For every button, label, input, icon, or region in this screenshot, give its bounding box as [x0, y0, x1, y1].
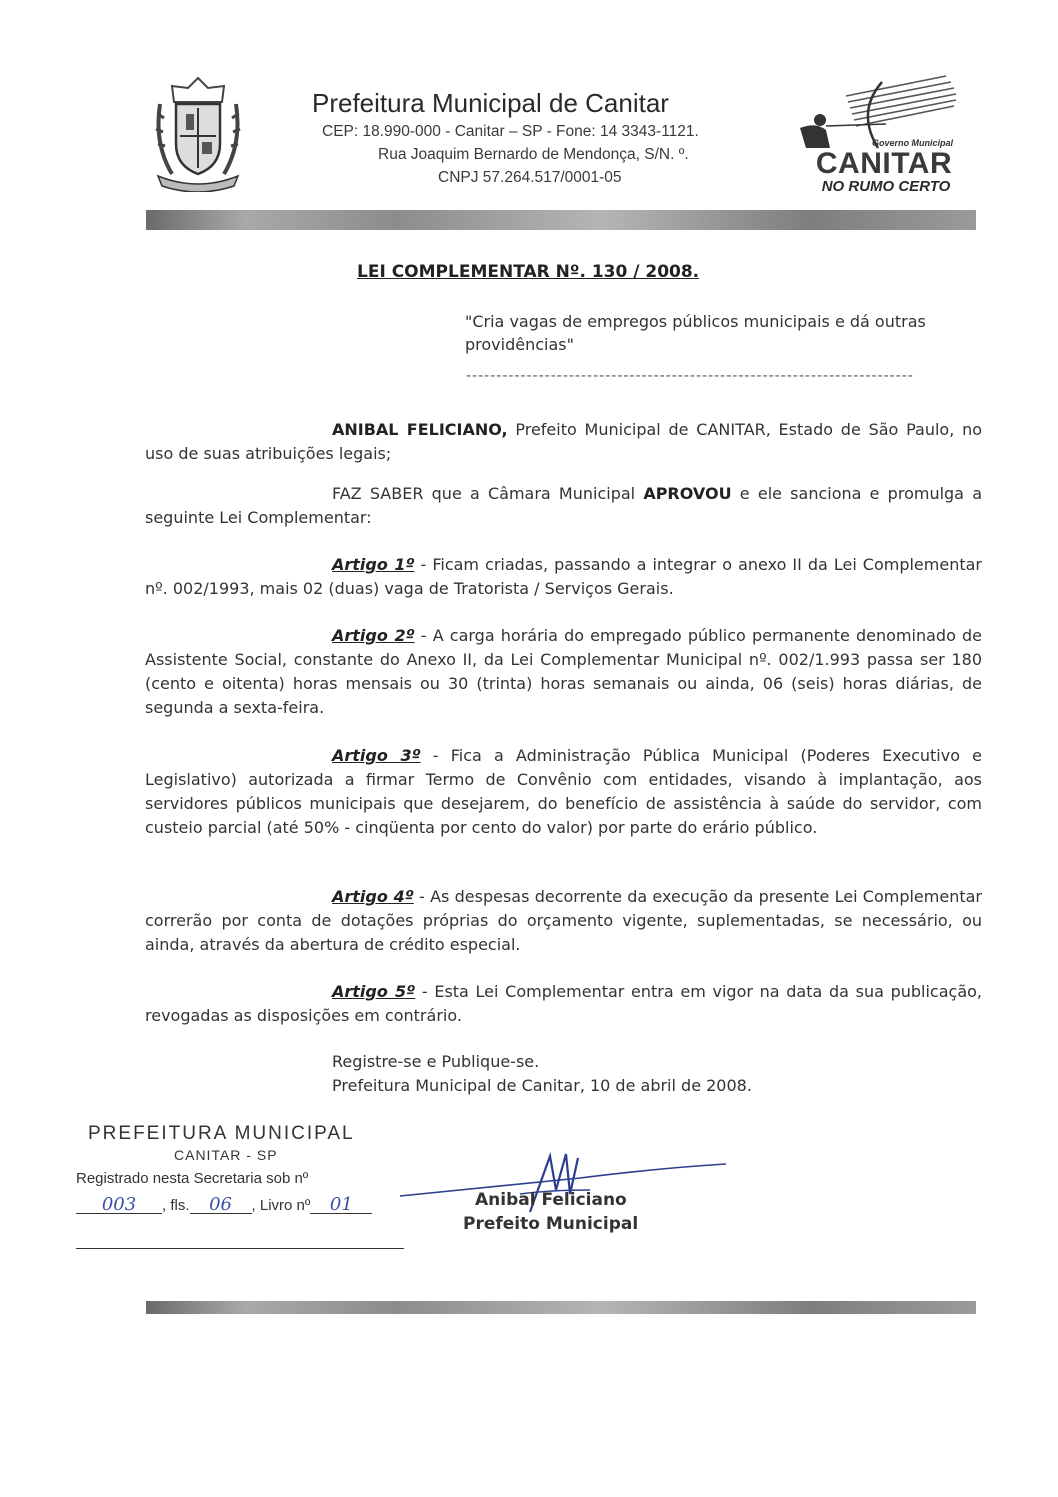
article-5: Artigo 5º - Esta Lei Complementar entra em vigor na data da sua publicação, revogadas as disposições em contrário.	[145, 982, 983, 1025]
registration-pages: 06	[190, 1197, 252, 1214]
summary-divider: --------------------------------------------------------------------------	[466, 368, 914, 384]
signatory-role: Prefeito Municipal	[463, 1214, 639, 1234]
header-divider-bar	[146, 210, 976, 230]
law-summary: "Cria vagas de empregos públicos municipais e dá outras providências"	[465, 312, 926, 354]
registration-book: 01	[310, 1197, 372, 1214]
footer-divider-bar	[146, 1301, 976, 1314]
article-label: Artigo 2º	[332, 626, 415, 645]
article-3: Artigo 3º - Fica a Administração Pública Municipal (Poderes Executivo e Legislativo) autorizada a firmar Termo de Convênio com entidades, visando à implantação, aos servidores públicos municipais que desejarem, do benefício de assistência à saúde do servidor, com custeio parcial (até 50% - cinqüenta por cento do valor) por parte do erário público.	[145, 746, 982, 837]
header-address-line: Rua Joaquim Bernardo de Mendonça, S/N. º.	[378, 146, 689, 163]
stamp-city: CANITAR - SP	[174, 1147, 278, 1163]
article-4: Artigo 4º - As despesas decorrente da execução da presente Lei Complementar correrão por conta de dotações próprias do orçamento vigente, suplementadas, se necessário, ou ainda, através da abertura de crédito especial.	[145, 887, 983, 954]
law-title: LEI COMPLEMENTAR Nº. 130 / 2008.	[357, 262, 700, 282]
logo-government-label: Governo Municipal	[872, 138, 954, 148]
closing-date-line: Prefeitura Municipal de Canitar, 10 de abril de 2008.	[332, 1076, 752, 1095]
canitar-logo	[786, 72, 982, 202]
logo-tagline: NO RUMO CERTO	[821, 178, 951, 195]
enactment-paragraph: FAZ SABER que a Câmara Municipal APROVOU e ele sanciona e promulga a seguinte Lei Complementar:	[145, 484, 982, 527]
mayor-name: ANIBAL FELICIANO,	[332, 420, 508, 439]
header-contact-line: CEP: 18.990-000 - Canitar – SP - Fone: 14 3343-1121.	[322, 123, 699, 140]
article-label: Artigo 1º	[332, 555, 415, 574]
header-title: Prefeitura Municipal de Canitar	[312, 88, 669, 118]
stamp-signature-line	[76, 1248, 404, 1249]
closing-publish-line: Registre-se e Publique-se.	[332, 1052, 540, 1071]
stamp-registration-label: Registrado nesta Secretaria sob nº	[76, 1170, 309, 1187]
registration-number: 003	[76, 1197, 162, 1214]
signatory-name: Anibal Feliciano	[475, 1190, 627, 1210]
municipal-coat-of-arms-icon	[150, 74, 246, 192]
article-label: Artigo 4º	[332, 887, 414, 906]
logo-name: CANITAR	[815, 147, 953, 180]
article-2: Artigo 2º - A carga horária do empregado público permanente denominado de Assistente Social, constante do Anexo II, da Lei Complementar Municipal nº. 002/1.993 passa ser 180 (cento e oitenta) horas mensais ou 30 (trinta) horas semanais ou ainda, 06 (seis) horas diárias, de segunda a sexta-feira.	[145, 626, 983, 717]
stamp-registration-fields: 003 , fls. 06 , Livro nº 01	[76, 1197, 372, 1214]
article-label: Artigo 5º	[332, 982, 416, 1001]
closing-block	[332, 1050, 752, 1098]
stamp-title: PREFEITURA MUNICIPAL	[88, 1123, 355, 1144]
header-cnpj-line: CNPJ 57.264.517/0001-05	[438, 169, 622, 186]
article-1: Artigo 1º - Ficam criadas, passando a integrar o anexo II da Lei Complementar nº. 002/1993, mais 02 (duas) vaga de Tratorista / Serviços Gerais.	[145, 555, 982, 598]
preamble-paragraph: ANIBAL FELICIANO, Prefeito Municipal de CANITAR, Estado de São Paulo, no uso de suas atribuições legais;	[145, 420, 983, 463]
article-label: Artigo 3º	[332, 746, 421, 765]
